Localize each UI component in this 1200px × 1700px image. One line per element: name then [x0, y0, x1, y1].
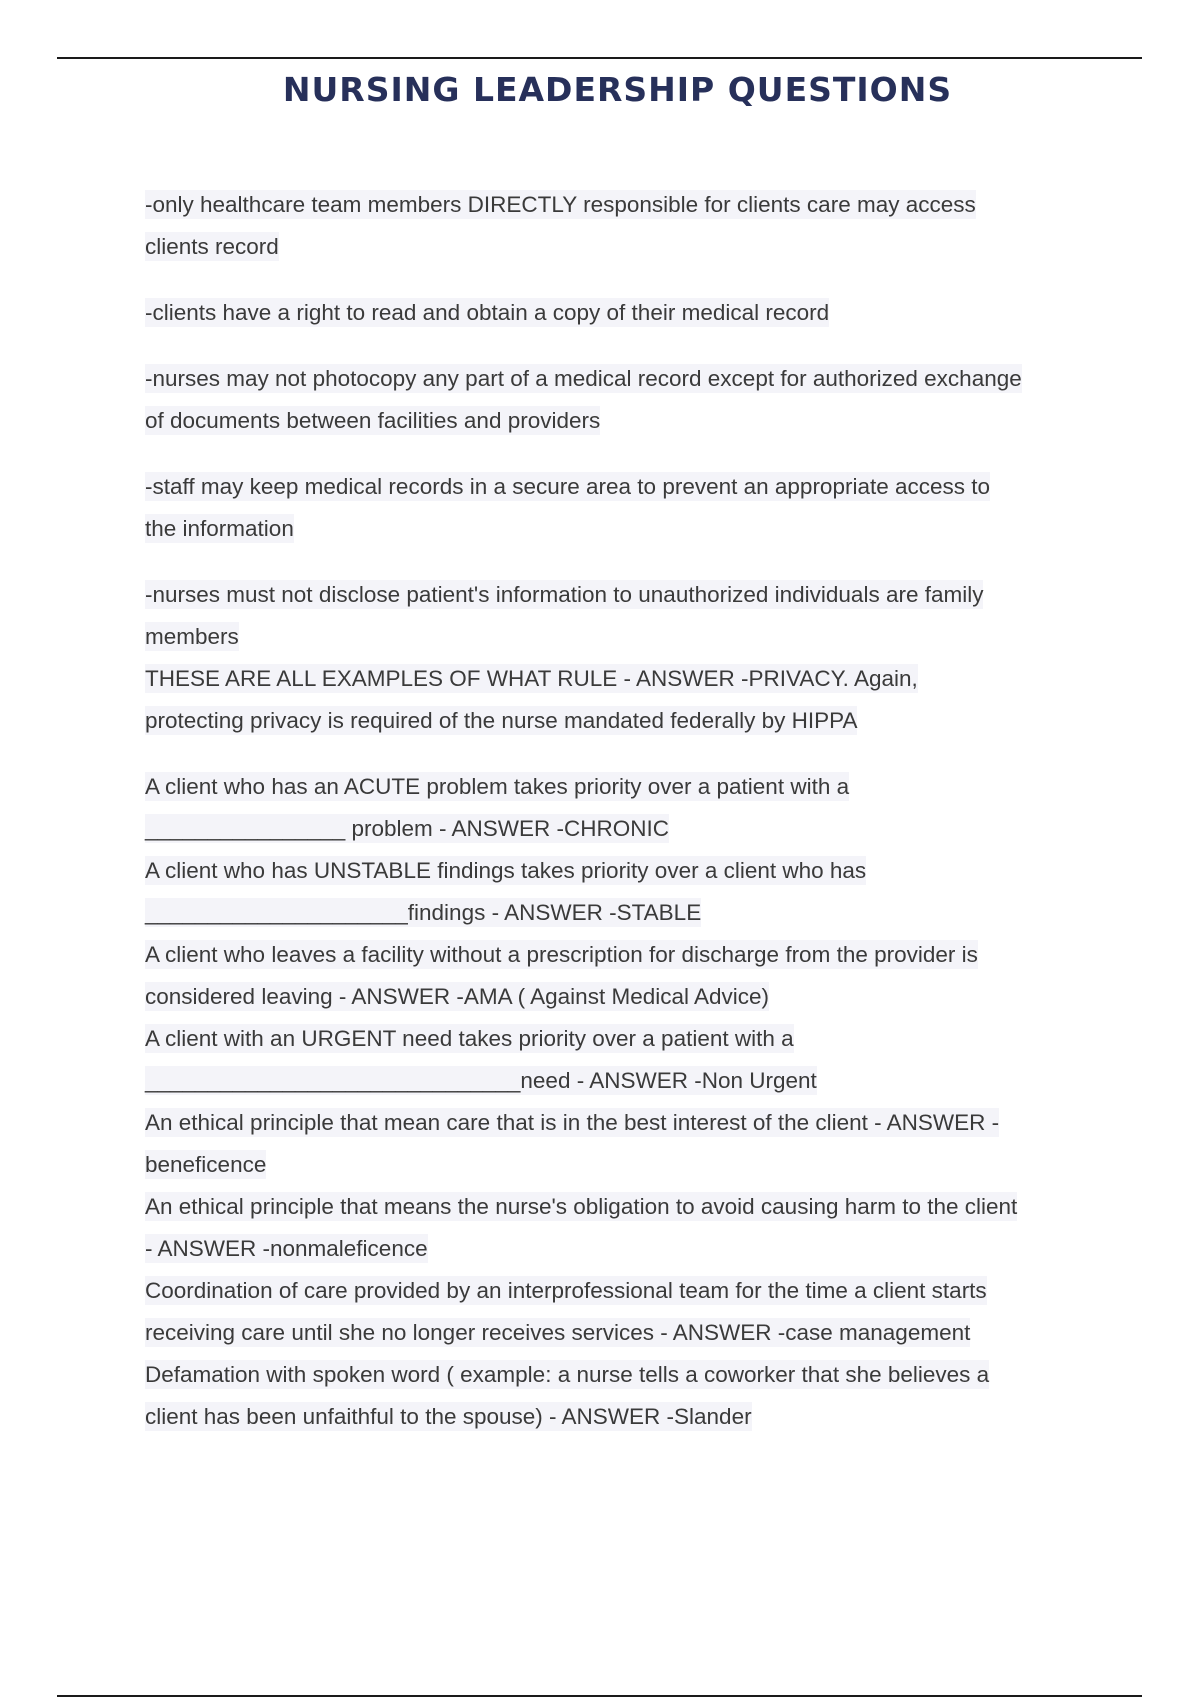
- paragraph: [145, 766, 1100, 1438]
- text-line: ______________________________need - ANSWER -Non Urgent: [145, 1068, 817, 1093]
- text-line: considered leaving - ANSWER -AMA ( Against Medical Advice): [145, 984, 770, 1009]
- text-line: -nurses must not disclose patient's information to unauthorized individuals are family: [145, 582, 984, 607]
- text-line: protecting privacy is required of the nurse mandated federally by HIPPA: [145, 708, 858, 733]
- text-line: An ethical principle that mean care that is in the best interest of the client - ANSWER -: [145, 1110, 1000, 1135]
- text-line: -staff may keep medical records in a secure area to prevent an appropriate access to: [145, 474, 991, 499]
- text-line: - ANSWER -nonmaleficence: [145, 1236, 428, 1261]
- text-line: beneficence: [145, 1152, 267, 1177]
- text-line: -clients have a right to read and obtain a copy of their medical record: [145, 300, 830, 325]
- text-line: of documents between facilities and providers: [145, 408, 601, 433]
- paragraph: [145, 184, 1100, 268]
- paragraph: [145, 358, 1100, 442]
- text-line: -nurses may not photocopy any part of a medical record except for authorized exchange: [145, 366, 1022, 391]
- text-line: A client who has an ACUTE problem takes priority over a patient with a: [145, 774, 850, 799]
- text-line: Defamation with spoken word ( example: a nurse tells a coworker that she believes a: [145, 1362, 990, 1387]
- text-line: A client with an URGENT need takes priority over a patient with a: [145, 1026, 794, 1051]
- text-line: -only healthcare team members DIRECTLY responsible for clients care may access: [145, 192, 976, 217]
- text-line: ________________ problem - ANSWER -CHRONIC: [145, 816, 670, 841]
- text-line: clients record: [145, 234, 279, 259]
- paragraph: [145, 292, 1100, 334]
- footer-rule: [57, 1695, 1142, 1697]
- text-line: the information: [145, 516, 294, 541]
- text-line: members: [145, 624, 239, 649]
- text-line: A client who has UNSTABLE findings takes priority over a client who has: [145, 858, 867, 883]
- text-line: THESE ARE ALL EXAMPLES OF WHAT RULE - ANSWER -PRIVACY. Again,: [145, 666, 918, 691]
- text-line: client has been unfaithful to the spouse) - ANSWER -Slander: [145, 1404, 752, 1429]
- text-line: receiving care until she no longer receives services - ANSWER -case management: [145, 1320, 971, 1345]
- text-line: An ethical principle that means the nurse's obligation to avoid causing harm to the client: [145, 1194, 1018, 1219]
- text-line: _____________________findings - ANSWER -STABLE: [145, 900, 702, 925]
- page-title: NURSING LEADERSHIP QUESTIONS: [282, 70, 953, 109]
- header-rule: [57, 57, 1142, 59]
- paragraph: [145, 466, 1100, 550]
- paragraph: [145, 574, 1100, 742]
- text-line: Coordination of care provided by an interprofessional team for the time a client starts: [145, 1278, 987, 1303]
- text-line: A client who leaves a facility without a prescription for discharge from the provider is: [145, 942, 978, 967]
- document-body: [145, 184, 1100, 1438]
